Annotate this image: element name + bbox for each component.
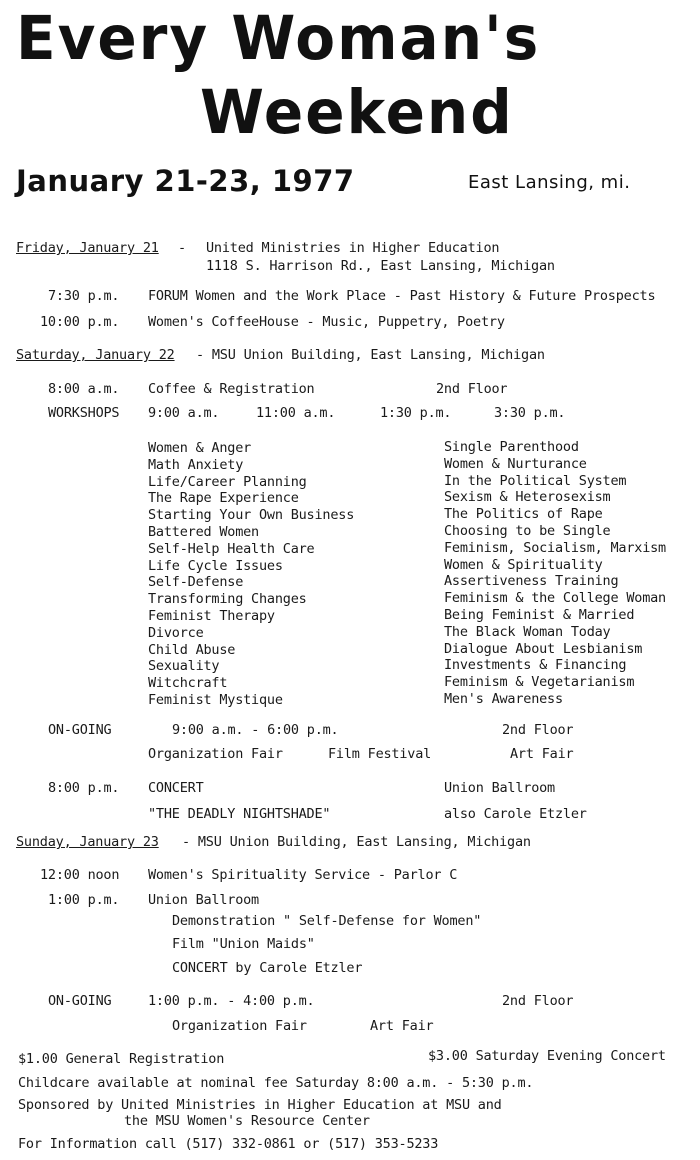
saturday-venue: - MSU Union Building, East Lansing, Michigan [196,347,545,363]
saturday-ongoing-item: Film Festival [328,746,432,762]
sunday-one-time: 1:00 p.m. [48,892,120,908]
workshop-item: Self-Help Health Care [148,540,315,557]
saturday-heading: Saturday, January 22 [16,347,175,363]
workshop-item: Battered Women [148,523,259,540]
event-location: East Lansing, mi. [468,172,631,193]
general-registration: $1.00 General Registration [18,1051,225,1067]
workshop-time: 11:00 a.m. [256,405,336,421]
workshop-item: Feminism & Vegetarianism [444,674,635,691]
sunday-one-place: Union Ballroom [148,892,259,908]
childcare-note: Childcare available at nominal fee Saturday 8:00 a.m. - 5:30 p.m. [18,1075,534,1091]
workshop-item: In the Political System [444,472,627,489]
sunday-ongoing-item: Organization Fair [172,1018,307,1034]
saturday-ongoing-floor: 2nd Floor [502,722,574,738]
workshop-item: Feminist Therapy [148,607,275,624]
friday-event-text: FORUM Women and the Work Place - Past History & Future Prospects [148,288,656,304]
friday-address: 1118 S. Harrison Rd., East Lansing, Michigan [206,258,555,274]
sunday-ongoing-floor: 2nd Floor [502,993,574,1009]
friday-event-time: 10:00 p.m. [40,314,120,330]
saturday-concert-label: CONCERT [148,780,204,796]
workshop-item: Feminism & the College Woman [444,590,666,607]
sunday-noon-time: 12:00 noon [40,867,120,883]
workshop-item: Child Abuse [148,641,236,658]
workshop-item: Divorce [148,624,204,641]
saturday-coffee-text: Coffee & Registration [148,381,315,397]
workshop-item: Women & Spirituality [444,556,603,573]
friday-heading: Friday, January 21 [16,240,159,256]
saturday-ongoing-item: Art Fair [510,746,574,762]
saturday-concert-time: 8:00 p.m. [48,780,120,796]
saturday-concert-title: "THE DEADLY NIGHTSHADE" [148,806,331,822]
workshop-item: Investments & Financing [444,657,627,674]
workshop-item: Witchcraft [148,675,228,692]
sponsor-line-2: the MSU Women's Resource Center [124,1113,370,1129]
concert-price: $3.00 Saturday Evening Concert [428,1048,666,1064]
saturday-ongoing-time: 9:00 a.m. - 6:00 p.m. [172,722,339,738]
sunday-venue: - MSU Union Building, East Lansing, Michigan [182,834,531,850]
workshop-item: Life Cycle Issues [148,557,283,574]
friday-event-text: Women's CoffeeHouse - Music, Puppetry, Poetry [148,314,505,330]
workshop-item: Dialogue About Lesbianism [444,640,643,657]
workshops-right-list [444,439,666,708]
workshop-item: Self-Defense [148,574,244,591]
friday-venue: United Ministries in Higher Education [206,240,500,256]
workshop-item: Feminist Mystique [148,691,283,708]
saturday-coffee-floor: 2nd Floor [436,381,508,397]
saturday-ongoing-item: Organization Fair [148,746,283,762]
workshop-item: Single Parenthood [444,439,579,455]
workshop-item: Being Feminist & Married [444,606,635,623]
workshop-item: Men's Awareness [444,690,563,707]
sunday-ongoing-time: 1:00 p.m. - 4:00 p.m. [148,993,315,1009]
title-line-2: Weekend [200,76,514,148]
saturday-ongoing-label: ON-GOING [48,722,112,738]
workshop-item: Math Anxiety [148,456,244,473]
sunday-one-item: Film "Union Maids" [172,936,315,952]
workshop-item: Sexuality [148,658,220,675]
saturday-concert-also: also Carole Etzler [444,806,587,822]
sunday-ongoing-item: Art Fair [370,1018,434,1034]
workshop-item: Women & Nurturance [444,455,587,472]
workshops-left-list [148,440,354,709]
saturday-concert-place: Union Ballroom [444,780,555,796]
sunday-one-item: CONCERT by Carole Etzler [172,960,363,976]
workshop-item: Life/Career Planning [148,473,307,490]
workshop-time: 3:30 p.m. [494,405,566,421]
info-phone: For Information call (517) 332-0861 or (517) 353-5233 [18,1136,439,1152]
sunday-one-item: Demonstration " Self-Defense for Women" [172,913,482,929]
workshops-label: WORKSHOPS [48,405,120,421]
workshop-time: 9:00 a.m. [148,405,220,421]
workshop-item: Sexism & Heterosexism [444,489,611,506]
workshop-item: The Politics of Rape [444,506,603,523]
title-line-1: Every Woman's [16,2,541,74]
sponsor-line-1: Sponsored by United Ministries in Higher Education at MSU and [18,1097,502,1113]
workshop-time: 1:30 p.m. [380,405,452,421]
friday-event-time: 7:30 p.m. [48,288,120,304]
workshop-item: Assertiveness Training [444,573,619,590]
workshop-item: Transforming Changes [148,591,307,608]
sunday-noon-text: Women's Spirituality Service - Parlor C [148,867,458,883]
workshop-item: The Black Woman Today [444,623,611,640]
saturday-coffee-time: 8:00 a.m. [48,381,120,397]
sunday-heading: Sunday, January 23 [16,834,159,850]
workshop-item: Starting Your Own Business [148,507,355,524]
workshop-item: Women & Anger [148,440,252,456]
workshop-item: The Rape Experience [148,490,299,507]
friday-dash: - [178,240,186,256]
sunday-ongoing-label: ON-GOING [48,993,112,1009]
event-dates: January 21-23, 1977 [16,164,355,198]
workshop-item: Choosing to be Single [444,522,611,539]
workshop-item: Feminism, Socialism, Marxism [444,539,666,556]
